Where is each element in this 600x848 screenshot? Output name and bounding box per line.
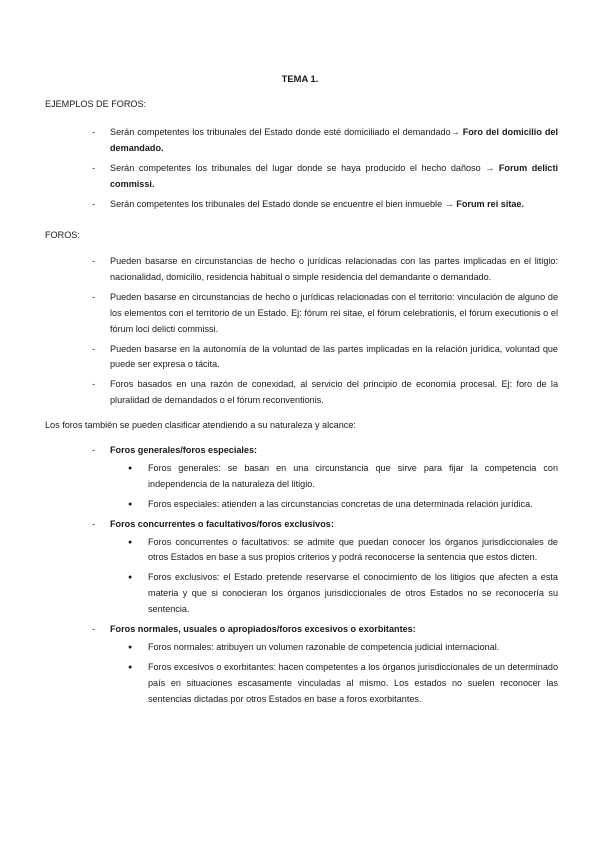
bullet-item: ● Foros especiales: atienden a las circunstancias concretas de una determinada relación jurídica.: [128, 497, 558, 513]
group-heading: Foros concurrentes o facultativos/foros exclusivos:: [110, 518, 334, 529]
bullet-item: ● Foros exclusivos: el Estado pretende reservarse el conocimiento de los litigios que afecten a esta materia y que si conocieran los órganos jurisdiccionales de otros Estados no se reconocería su sentencia.: [128, 570, 558, 618]
list-item: - Foros basados en una razón de conexidad, al servicio del principio de economía procesal. Ej: foro de la pluralidad de demandados o el fórum reconventionis.: [92, 377, 558, 409]
group-heading: Foros normales, usuales o apropiados/foros excesivos o exorbitantes:: [110, 624, 416, 635]
section-heading-ejemplos: EJEMPLOS DE FOROS:: [45, 99, 147, 109]
group-bullets: [110, 535, 558, 619]
ejemplos-list: [92, 125, 558, 217]
group-bullets: [110, 640, 558, 708]
foros-list: [92, 254, 558, 413]
section-heading-foros: FOROS:: [45, 230, 80, 240]
list-item: - Pueden basarse en circunstancias de hecho o jurídicas relacionadas con las partes implicadas en el litigio: nacionalidad, domicilio, residencia habitual o simple residencia del demandante o demandado.: [92, 254, 558, 286]
list-item: - Serán competentes los tribunales del lugar donde se haya producido el hecho dañoso → Forum delicti commissi.: [92, 161, 558, 193]
bullet-item: ● Foros excesivos o exorbitantes: hacen competentes a los órganos jurisdiccionales de un determinado país en situaciones escasamente vinculadas al mismo. Los estados no suelen reconocer las sentencias dictadas por otros Estados en base a foros exorbitantes.: [128, 660, 558, 708]
classification-intro: Los foros también se pueden clasificar atendiendo a su naturaleza y alcance:: [45, 420, 356, 430]
group-bullets: [110, 461, 558, 513]
classification-group: [92, 622, 558, 708]
group-heading: Foros generales/foros especiales:: [110, 445, 258, 455]
bullet-item: ● Foros normales: atribuyen un volumen razonable de competencia judicial internacional.: [128, 640, 558, 656]
list-item: - Serán competentes los tribunales del Estado donde esté domiciliado el demandado→ Foro del domicilio del demandado.: [92, 125, 558, 157]
bullet-item: ● Foros concurrentes o facultativos: se admite que puedan conocer los órganos jurisdiccionales de otros Estados en base a sus propios criterios y podrá reconocerse la sentencia que estos dicten.: [128, 535, 558, 567]
bullet-item: ● Foros generales: se basan en una circunstancia que sirve para fijar la competencia con independencia de la naturaleza del litigio.: [128, 461, 558, 493]
page-title: TEMA 1.: [281, 73, 319, 84]
list-item: - Serán competentes los tribunales del Estado donde se encuentre el bien inmueble → Forum rei sitae.: [92, 197, 558, 213]
classification-group: [92, 517, 558, 618]
classification-list: [92, 443, 558, 712]
classification-group: [92, 443, 558, 513]
list-item: - Pueden basarse en la autonomía de la voluntad de las partes implicadas en la relación jurídica, voluntad que puede ser expresa o tácita.: [92, 342, 558, 374]
list-item: - Pueden basarse en circunstancias de hecho o jurídicas relacionadas con el territorio: vinculación de alguno de los elementos con el territorio de un Estado. Ej: fórum rei sitae, el fórum celebrationis, el fórum executionis o el fórum loci delicti commissi.: [92, 290, 558, 338]
